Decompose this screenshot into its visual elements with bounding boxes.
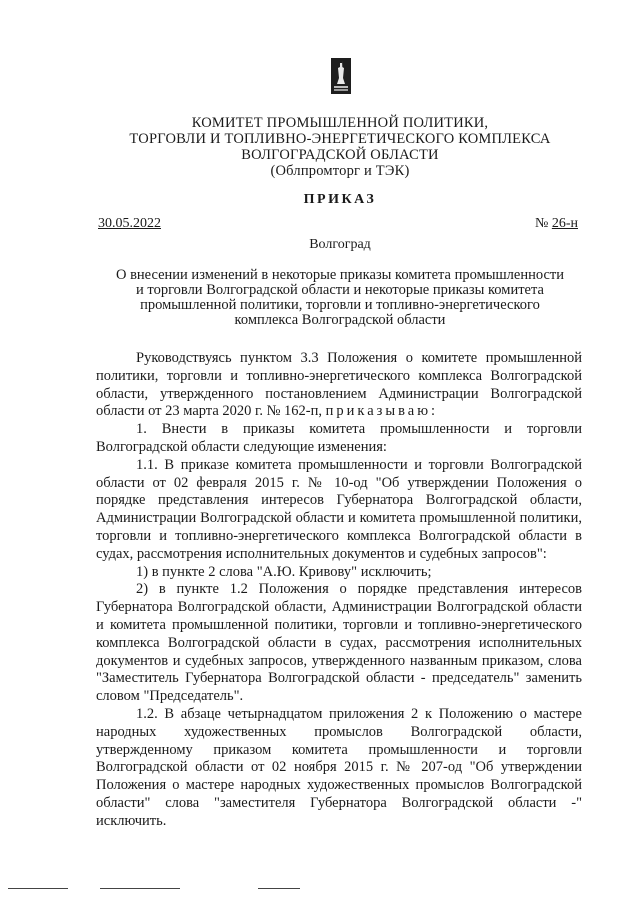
subitem-2-paragraph: 2) в пункте 1.2 Положения о порядке представления интересов Губернатора Волгоградской области, Администрации Волгоградской области и комитета промышленной политики, торговли и топливно-энергетического комплекса Волгоградской области в судах, рассмотрения исполнительных документов и судебных запросов, утвержденного названным приказом, слова "Заместитель Губернатора Волгоградской области - председатель" заменить словом "Председатель". bbox=[96, 581, 582, 705]
document-type-title: ПРИКАЗ bbox=[303, 192, 377, 207]
preamble-paragraph bbox=[96, 350, 582, 421]
committee-line: ВОЛГОГРАДСКОЙ ОБЛАСТИ bbox=[241, 147, 439, 163]
coat-of-arms-emblem bbox=[331, 58, 351, 94]
footer-divider bbox=[8, 888, 68, 889]
document-number bbox=[535, 216, 578, 232]
order-word: приказываю: bbox=[325, 403, 439, 420]
subject-line: промышленной политики, торговли и топливно-энергетического bbox=[140, 297, 540, 313]
number-value: 26-н bbox=[551, 216, 578, 231]
document-date: 30.05.2022 bbox=[98, 216, 161, 231]
subitem-1-paragraph: 1) в пункте 2 слова "А.Ю. Кривову" исключить; bbox=[136, 563, 432, 580]
subject-line: О внесении изменений в некоторые приказы комитета промышленности bbox=[115, 267, 565, 283]
committee-abbreviation: (Облпромторг и ТЭК) bbox=[270, 163, 410, 179]
footer-divider bbox=[258, 888, 300, 889]
preamble-text: Руководствуясь пунктом 3.3 Положения о комитете промышленной политики, торговли и топливно-энергетического комплекса Волгоградской области, утвержденного постановлением Администрации Волгоградской области от 23 марта 2020 г. № 162-п, bbox=[96, 350, 582, 420]
document-body bbox=[96, 350, 582, 831]
document-subject bbox=[100, 268, 580, 328]
footer-divider bbox=[100, 888, 180, 889]
emblem-icon bbox=[331, 58, 351, 94]
number-prefix: № bbox=[534, 216, 552, 231]
item-1-paragraph: 1. Внести в приказы комитета промышленности и торговли Волгоградской области следующие изменения: bbox=[96, 421, 582, 455]
committee-line: ТОРГОВЛИ И ТОПЛИВНО-ЭНЕРГЕТИЧЕСКОГО КОМПЛЕКСА bbox=[129, 131, 551, 147]
document-city: Волгоград bbox=[309, 237, 371, 252]
subject-line: и торговли Волгоградской области и некоторые приказы комитета bbox=[136, 282, 544, 298]
committee-line: КОМИТЕТ ПРОМЫШЛЕННОЙ ПОЛИТИКИ, bbox=[191, 115, 489, 131]
item-1-2-paragraph: 1.2. В абзаце четырнадцатом приложения 2 к Положению о мастере народных художественных промыслов Волгоградской области, утвержденному приказом комитета промышленности и торговли Волгоградской области от 02 ноября 2015 г. № 207-од "Об утверждении Положения о мастере народных художественных промыслов Волгоградской области" слова "заместителя Губернатора Волгоградской области -" исключить. bbox=[96, 705, 582, 829]
subject-line: комплекса Волгоградской области bbox=[234, 312, 446, 328]
item-1-1-paragraph: 1.1. В приказе комитета промышленности и торговли Волгоградской области от 02 февраля 2015 г. № 10-од "Об утверждении Положения о порядке представления интересов Губернатора Волгоградской области, Администрации Волгоградской области и комитета промышленной политики, торговли и топливно-энергетического комплекса Волгоградской области в судах, рассмотрения исполнительных документов и судебных запросов": bbox=[96, 456, 582, 562]
committee-header bbox=[120, 115, 560, 179]
